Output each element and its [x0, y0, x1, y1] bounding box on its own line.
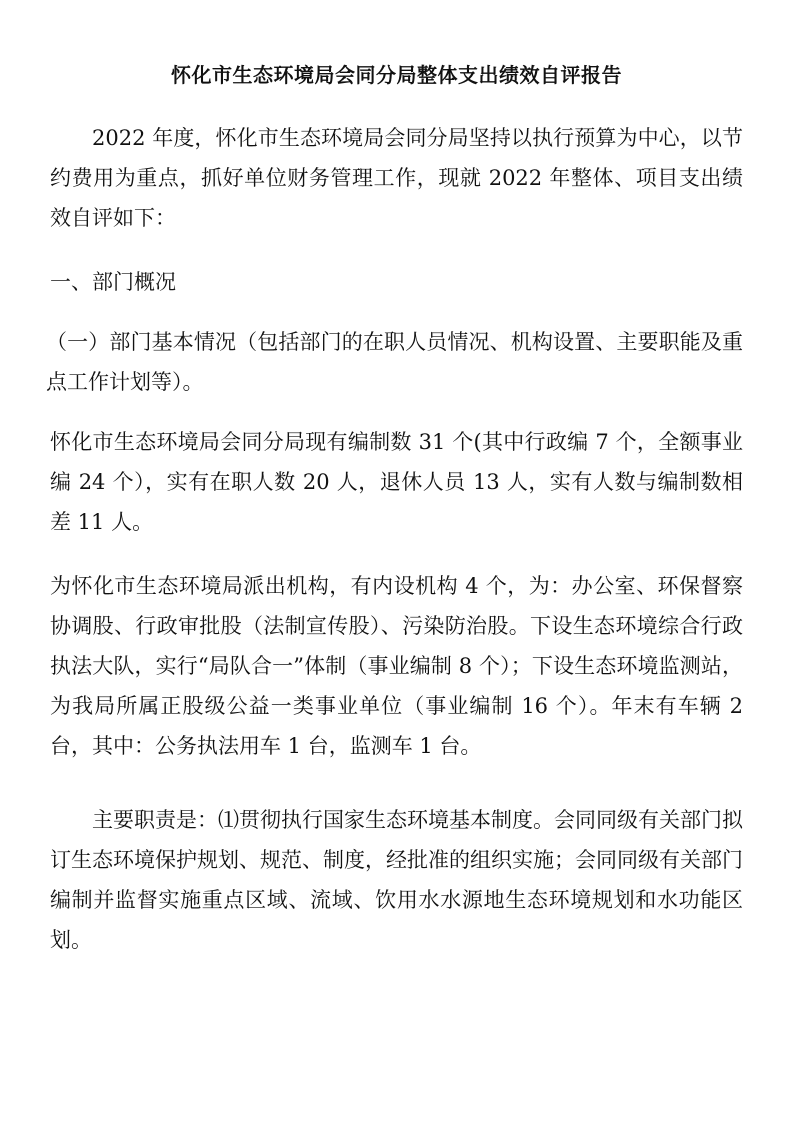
document-title: 怀化市生态环境局会同分局整体支出绩效自评报告: [171, 63, 622, 87]
staffing-paragraph: 怀化市生态环境局会同分局现有编制数 31 个(其中行政编 7 个，全额事业编 24 个），实有在职人数 20 人，退休人员 13 人，实有人数与编制数相差 11 人。: [50, 430, 743, 534]
organization-paragraph: 为怀化市生态环境局派出机构，有内设机构 4 个，为：办公室、环保督察协调股、行政审批股（法制宣传股）、污染防治股。下设生态环境综合行政执法大队，实行“局队合一”体制（事业编制 8 个）；下设生态环境监测站，为我局所属正股级公益一类事业单位（事业编制 16 个）。年末有车辆 2 台，其中：公务执法用车 1 台，监测车 1 台。: [50, 574, 743, 758]
intro-paragraph: 2022 年度，怀化市生态环境局会同分局坚持以执行预算为中心，以节约费用为重点，抓好单位财务管理工作，现就 2022 年整体、项目支出绩效自评如下：: [50, 126, 743, 230]
section-heading: 一、部门概况: [50, 270, 176, 294]
subsection-heading: （一）部门基本情况（包括部门的在职人员情况、机构设置、主要职能及重点工作计划等）。: [46, 330, 743, 394]
duties-paragraph: 主要职责是：⑴贯彻执行国家生态环境基本制度。会同同级有关部门拟订生态环境保护规划、规范、制度，经批准的组织实施；会同同级有关部门编制并监督实施重点区域、流域、饮用水水源地生态环境规划和水功能区划。: [50, 808, 743, 952]
